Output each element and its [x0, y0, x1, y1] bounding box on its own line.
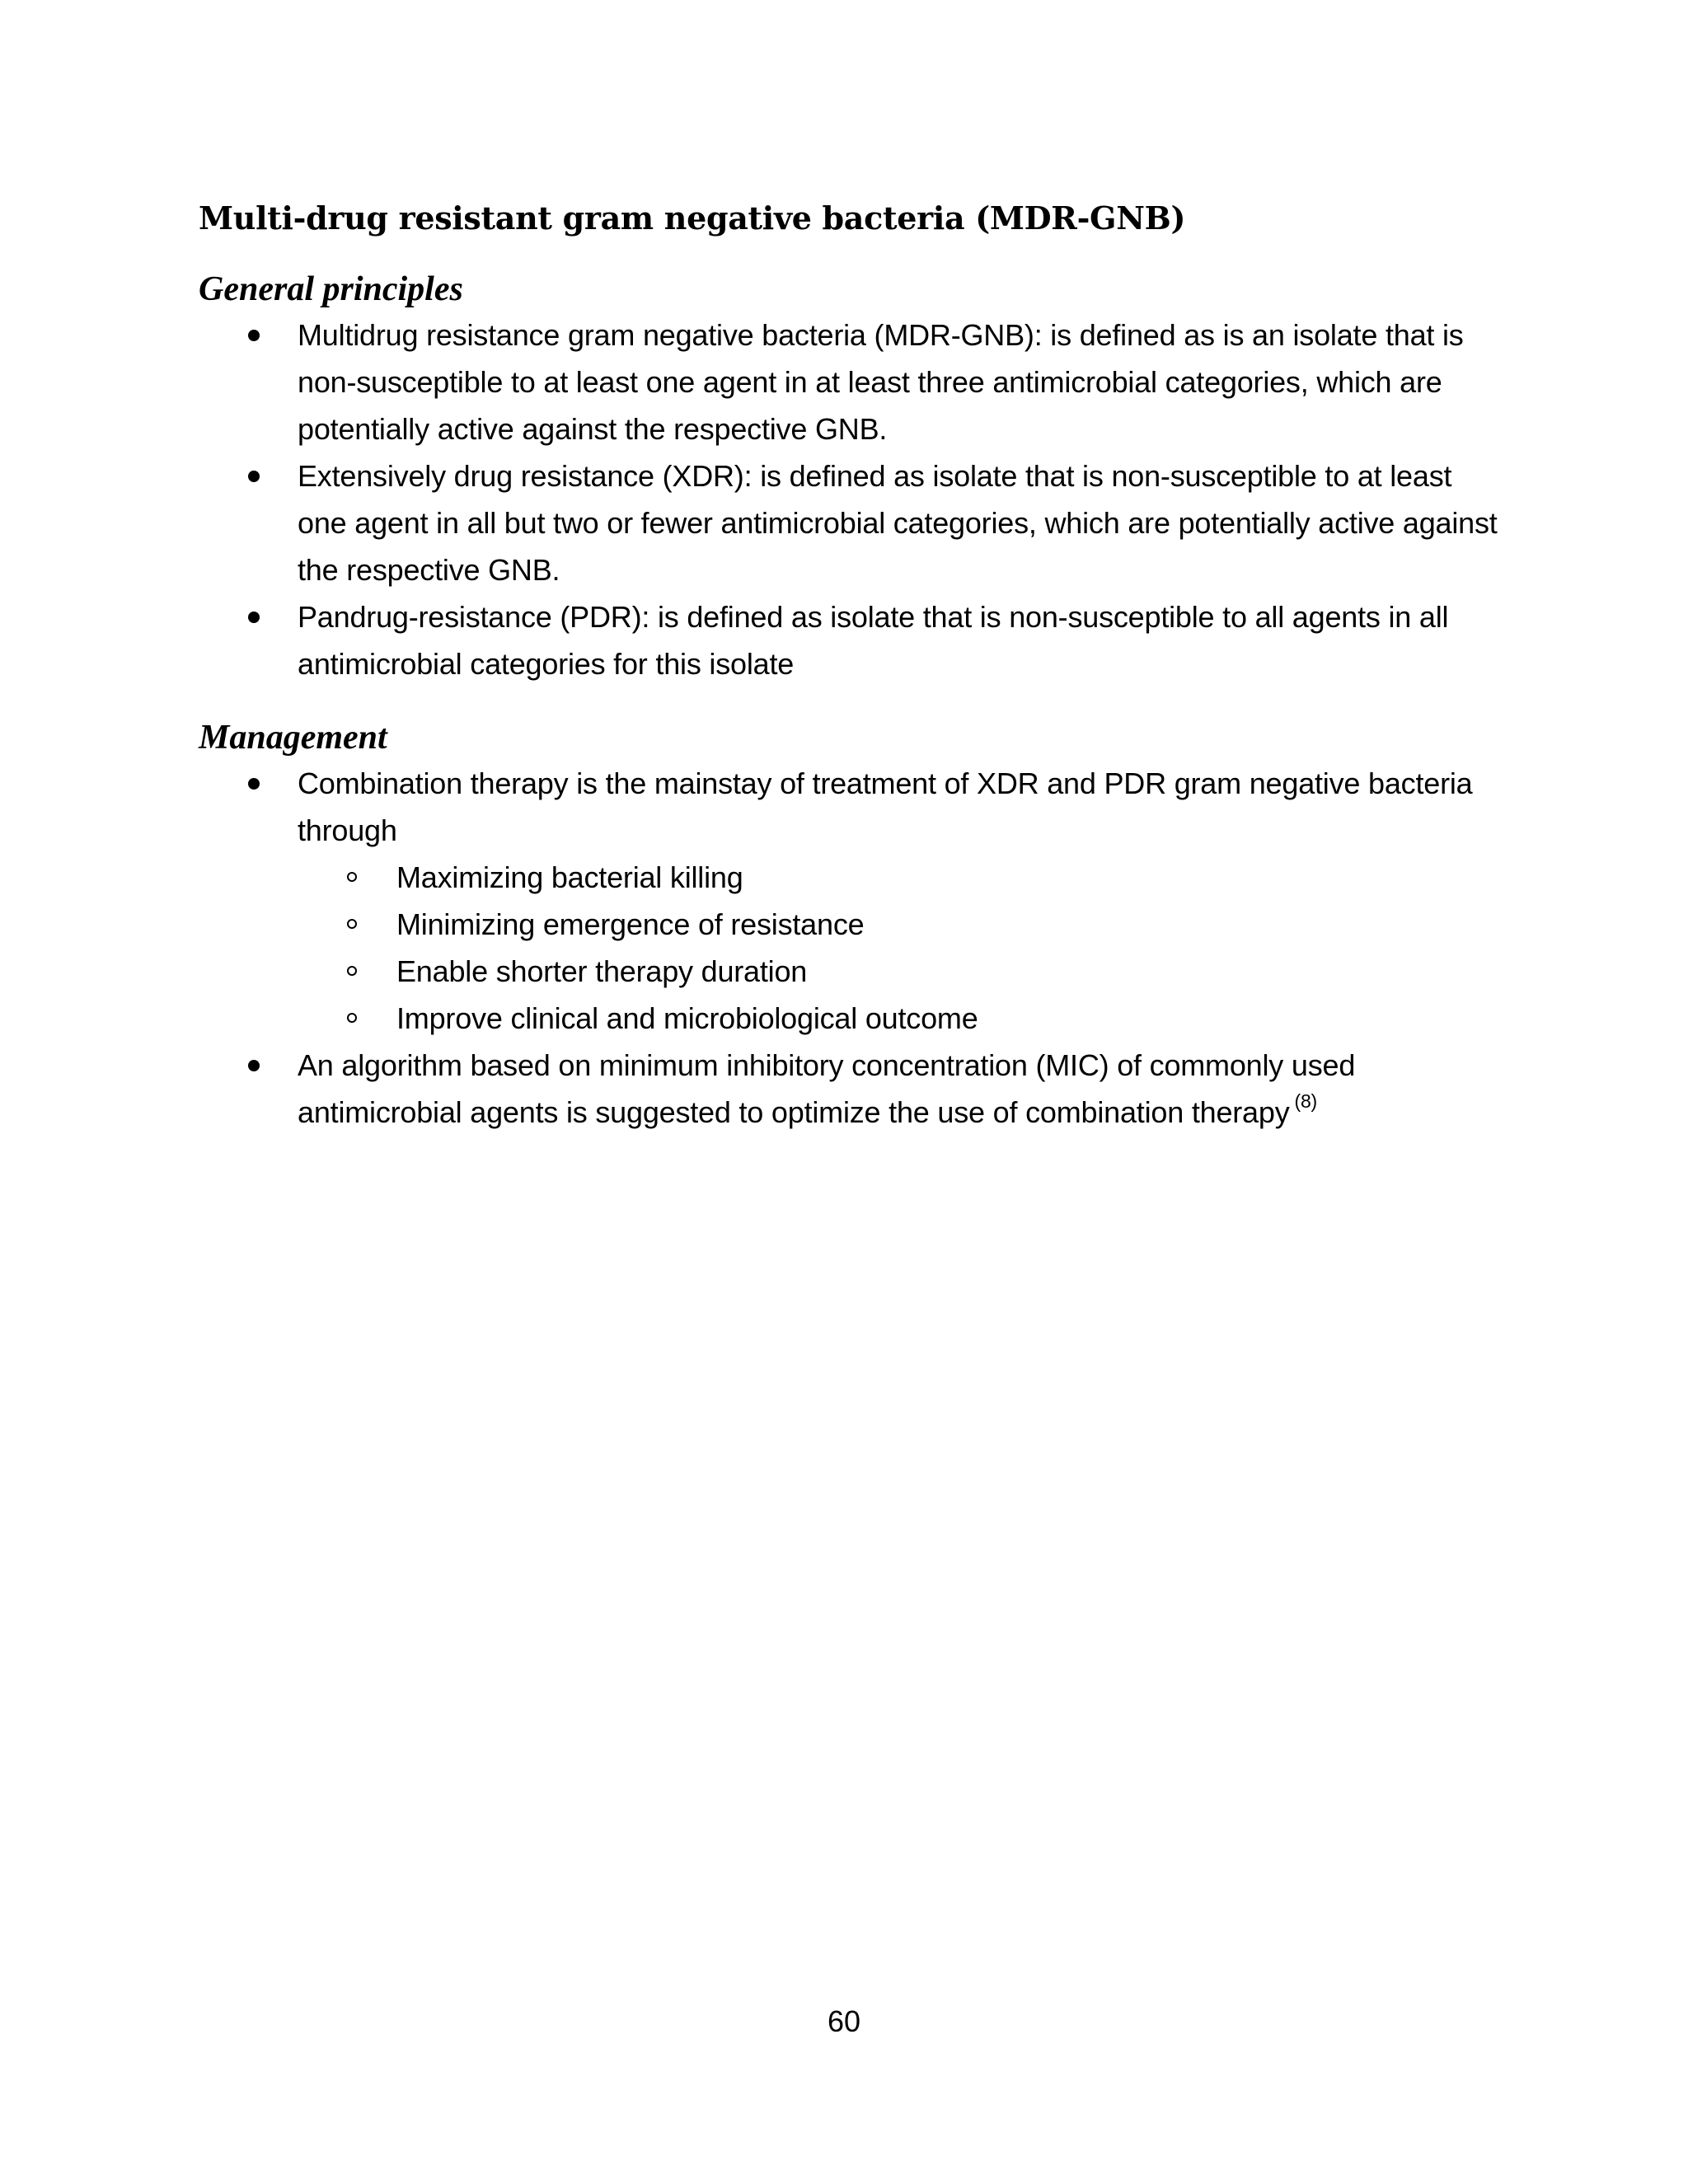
circle-bullet-icon — [347, 919, 357, 929]
sub-list-item — [199, 901, 1501, 948]
circle-bullet-icon — [347, 1013, 357, 1023]
bullet-icon — [248, 471, 260, 482]
page-content — [199, 196, 1501, 1136]
sub-list-item-text: Improve clinical and microbiological outcome — [396, 1001, 978, 1035]
list-item-text: Combination therapy is the mainstay of treatment of XDR and PDR gram negative bacteria through — [298, 766, 1473, 847]
bullet-icon — [248, 612, 260, 623]
list-item — [199, 760, 1501, 1042]
section-heading-management: Management — [199, 719, 387, 757]
reference-superscript: (8) — [1294, 1090, 1318, 1112]
section-heading-general-principles: General principles — [199, 270, 463, 308]
sub-list-item — [199, 854, 1501, 901]
sub-list-item — [199, 995, 1501, 1042]
bullet-icon — [248, 1060, 260, 1071]
bullet-icon — [248, 330, 260, 341]
sub-list-item — [199, 948, 1501, 995]
list-item — [199, 1042, 1501, 1136]
list-item — [199, 593, 1501, 687]
list-item-text: Multidrug resistance gram negative bacteria (MDR-GNB): is defined as is an isolate that is non-susceptible to at least one agent in at least three antimicrobial categories, which are potentially active against the respective GNB. — [298, 318, 1464, 446]
list-item-text: An algorithm based on minimum inhibitory concentration (MIC) of commonly used antimicrobial agents is suggested to optimize the use of combination therapy — [298, 1048, 1356, 1129]
circle-bullet-icon — [347, 966, 357, 976]
general-principles-list — [199, 312, 1501, 687]
page-number: 60 — [827, 2004, 861, 2038]
bullet-icon — [248, 778, 260, 790]
sub-list-item-text: Enable shorter therapy duration — [396, 954, 808, 988]
sub-list — [298, 854, 1501, 1042]
list-item — [199, 452, 1501, 593]
list-item-text: Pandrug-resistance (PDR): is defined as isolate that is non-susceptible to all agents in all antimicrobial categories for this isolate — [298, 600, 1449, 681]
sub-list-item-text: Maximizing bacterial killing — [396, 860, 743, 894]
page-title: Multi-drug resistant gram negative bacteria (MDR-GNB) — [199, 199, 1186, 237]
sub-list-item-text: Minimizing emergence of resistance — [396, 907, 865, 941]
list-item — [199, 312, 1501, 452]
list-item-text: Extensively drug resistance (XDR): is defined as isolate that is non-susceptible to at least one agent in all but two or fewer antimicrobial categories, which are potentially active against the respective GNB. — [298, 459, 1498, 587]
circle-bullet-icon — [347, 872, 357, 882]
management-list — [199, 760, 1501, 1136]
